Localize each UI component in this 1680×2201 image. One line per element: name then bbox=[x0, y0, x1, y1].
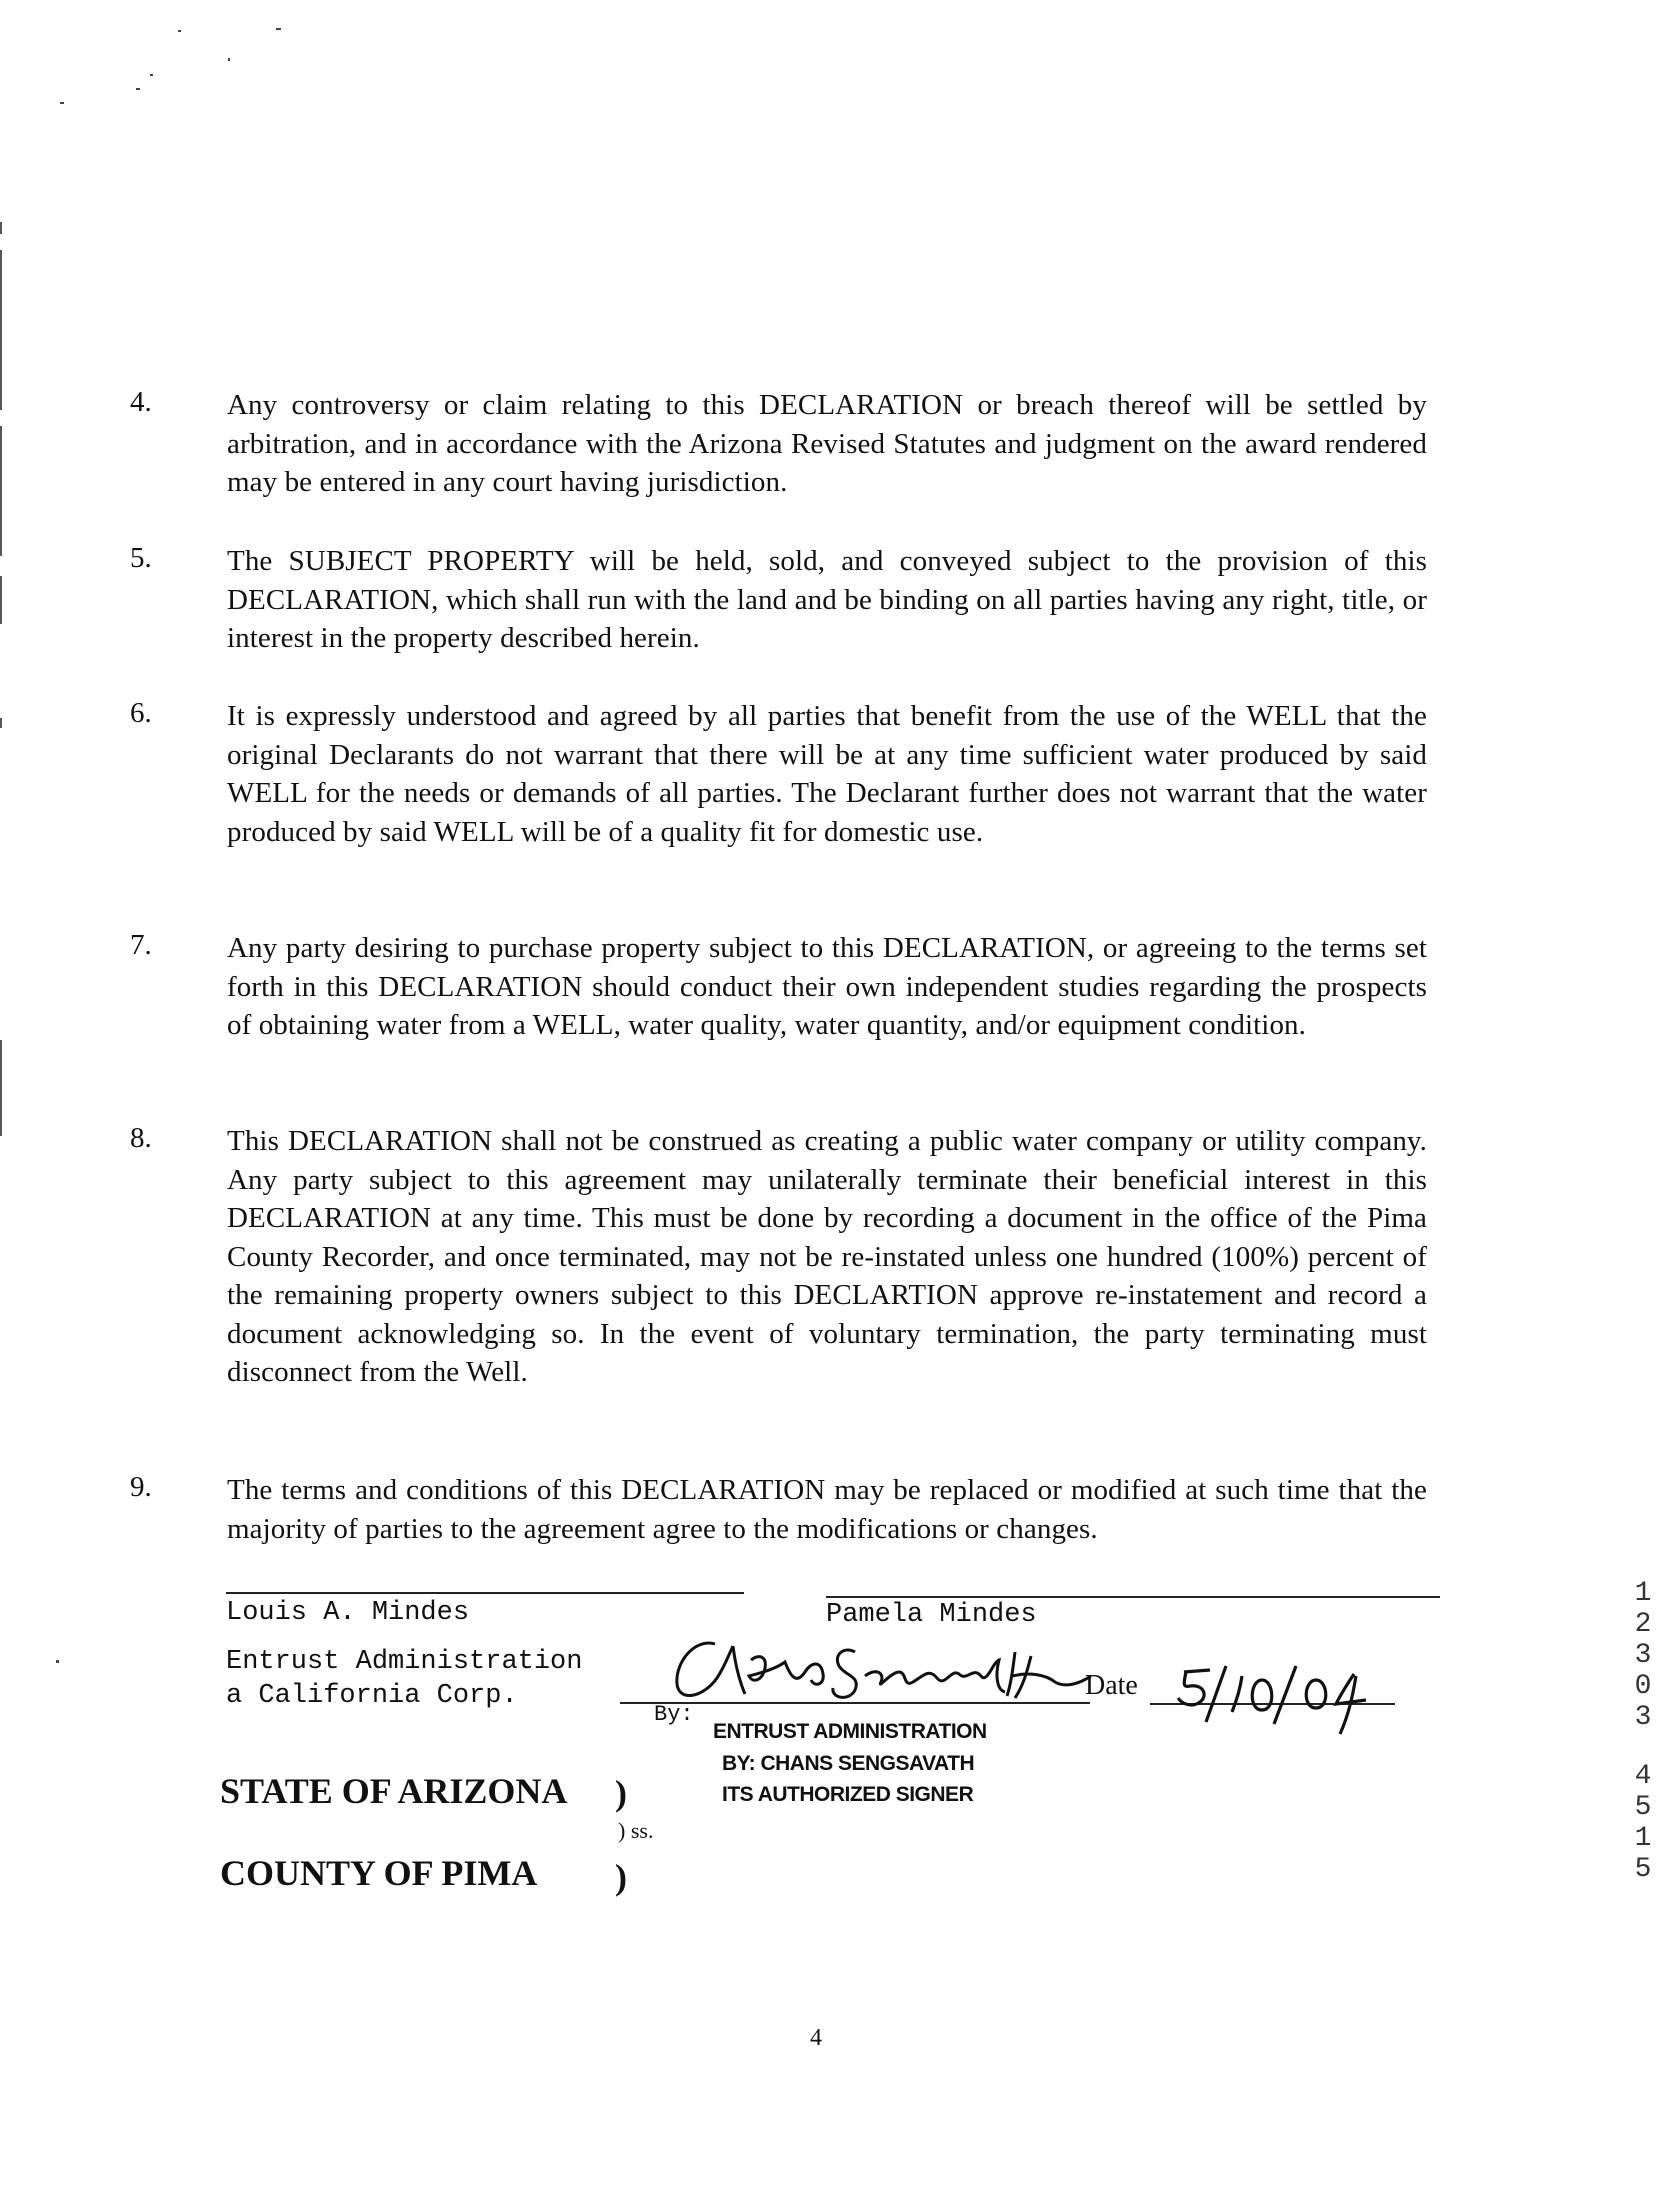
item-number: 5. bbox=[130, 542, 152, 574]
stamp-line-3: ITS AUTHORIZED SIGNER bbox=[722, 1783, 974, 1806]
item-number: 7. bbox=[130, 929, 152, 961]
scan-speck bbox=[150, 74, 153, 76]
item-number: 8. bbox=[130, 1122, 152, 1154]
scan-margin-line bbox=[0, 718, 2, 728]
scan-margin-line bbox=[0, 222, 2, 234]
item-text: The terms and conditions of this DECLARATION may be replaced or modified at such time that the majority of parties to the agreement agree to the modifications or changes. bbox=[227, 1474, 1427, 1545]
by-label: By: bbox=[654, 1702, 694, 1727]
item-text: The SUBJECT PROPERTY will be held, sold, and conveyed subject to the provision of this DECLARATION, which shall run with the land and be binding on all parties having any right, title, or interest in the property described herein. bbox=[227, 545, 1427, 654]
item-number: 4. bbox=[130, 386, 152, 418]
scan-speck bbox=[228, 58, 230, 61]
page-number: 4 bbox=[810, 2025, 822, 2051]
recording-digit: 1 bbox=[1634, 1578, 1652, 1609]
recording-gap bbox=[1628, 1733, 1658, 1761]
item-text: Any party desiring to purchase property subject to this DECLARATION, or agreeing to the terms set forth in this DECLARATION should conduct their own independent studies regarding the prospects of obtaining water from a WELL, water quality, water quantity, and/or equipment condition. bbox=[227, 932, 1427, 1041]
notary-state-paren: ) bbox=[615, 1773, 627, 1813]
entity-name-line1: Entrust Administration bbox=[226, 1647, 583, 1677]
recording-digit: 5 bbox=[1634, 1854, 1652, 1885]
entity-name-line2: a California Corp. bbox=[226, 1681, 518, 1711]
signer-name-1: Louis A. Mindes bbox=[226, 1598, 470, 1628]
notary-state: STATE OF ARIZONA bbox=[220, 1771, 568, 1811]
scan-margin-line bbox=[0, 250, 2, 410]
stamp-line-1: ENTRUST ADMINISTRATION bbox=[713, 1720, 987, 1743]
handwritten-signature bbox=[655, 1632, 1095, 1712]
signature-line-1 bbox=[226, 1592, 744, 1594]
recording-digit: 5 bbox=[1634, 1792, 1652, 1823]
scan-speck bbox=[136, 88, 140, 90]
scan-margin-line bbox=[0, 1040, 2, 1136]
recording-digit: 0 bbox=[1634, 1671, 1652, 1702]
notary-county-paren: ) bbox=[615, 1857, 627, 1897]
scan-speck bbox=[60, 102, 64, 104]
item-text: Any controversy or claim relating to this DECLARATION or breach thereof will be settled by arbitration, and in accordance with the Arizona Revised Statutes and judgment on the award rendered may be entered in any court having jurisdiction. bbox=[227, 389, 1427, 498]
scan-speck bbox=[276, 28, 281, 30]
item-text: This DECLARATION shall not be construed as creating a public water company or utility company. Any party subject to this agreement may unilaterally terminate their beneficial interest in this DECLARATION at any time. This must be done by recording a document in the office of the Pima County Recorder, and once terminated, may not be re-instated unless one hundred (100%) percent of the remaining property owners subject to this DECLARTION approve re-instatement and record a document acknowledging so. In the event of voluntary termination, the party terminating must disconnect from the Well. bbox=[227, 1125, 1427, 1388]
notary-county: COUNTY OF PIMA bbox=[220, 1853, 538, 1893]
recording-digit: 1 bbox=[1634, 1823, 1652, 1854]
recording-digit: 3 bbox=[1634, 1640, 1652, 1671]
item-number: 6. bbox=[130, 697, 152, 729]
item-text: It is expressly understood and agreed by all parties that benefit from the use of the WELL that the original Declarants do not warrant that there will be at any time sufficient water produced by said WELL for the needs or demands of all parties. The Declarant further does not warrant that the water produced by said WELL will be of a quality fit for domestic use. bbox=[227, 700, 1427, 848]
signature-line-2 bbox=[826, 1596, 1440, 1598]
recording-digit: 4 bbox=[1634, 1761, 1652, 1792]
stamp-line-2: BY: CHANS SENGSAVATH bbox=[722, 1752, 975, 1775]
notary-ss: ) ss. bbox=[618, 1818, 654, 1843]
recording-digit: 3 bbox=[1634, 1702, 1652, 1733]
handwritten-date bbox=[1170, 1656, 1400, 1736]
scan-margin-line bbox=[0, 426, 2, 556]
recording-number bbox=[1628, 1578, 1658, 1885]
item-number: 9. bbox=[130, 1471, 152, 1503]
recording-digit: 2 bbox=[1634, 1609, 1652, 1640]
signer-name-2: Pamela Mindes bbox=[826, 1600, 1037, 1630]
scan-speck bbox=[56, 1660, 59, 1663]
scan-margin-line bbox=[0, 576, 2, 624]
date-label: Date bbox=[1085, 1670, 1138, 1701]
scan-speck bbox=[178, 30, 181, 32]
